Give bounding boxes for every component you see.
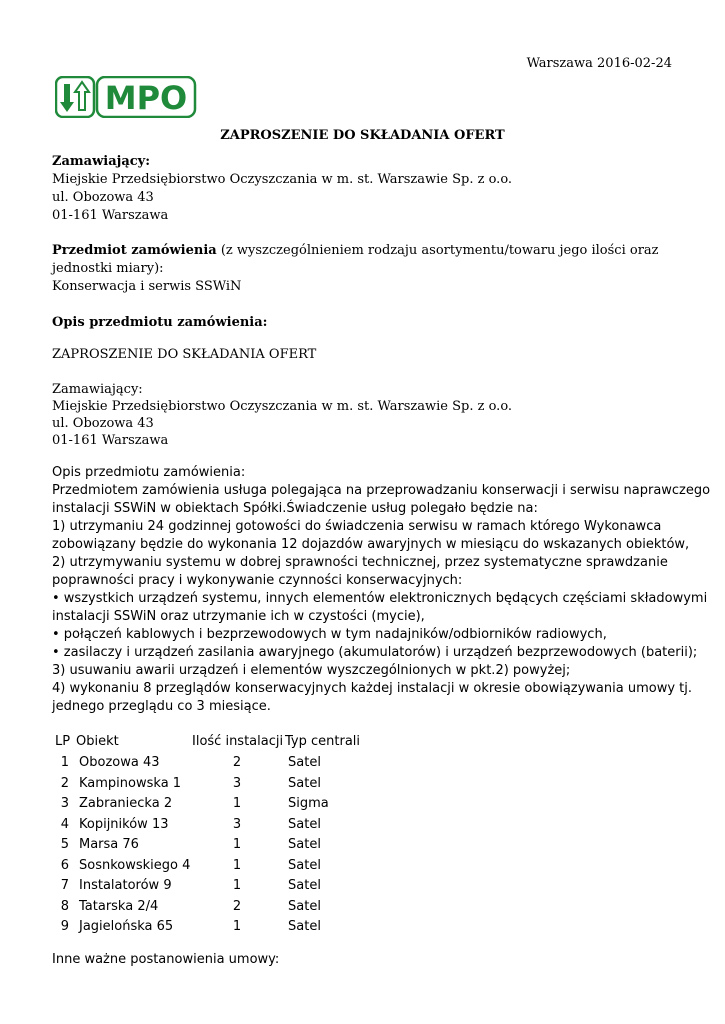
- cell-typ: Satel: [288, 919, 321, 934]
- cell-typ: Satel: [288, 898, 321, 914]
- opis-line: jednego przeglądu co 3 miesiące.: [52, 699, 271, 714]
- zamawiajacy-name: Miejskie Przedsiębiorstwo Oczyszczania w m. st. Warszawie Sp. z o.o.: [52, 172, 513, 187]
- przedmiot-label: Przedmiot zamówienia: [52, 243, 217, 258]
- cell-lp: 6: [60, 857, 69, 873]
- opis-line: • połączeń kablowych i bezprzewodowych w tym nadajników/odbiorników radiowych,: [52, 627, 607, 642]
- cell-obiekt: Kampinowska 1: [79, 775, 182, 791]
- opis-label: Opis przedmiotu zamówienia:: [52, 315, 268, 330]
- cell-lp: 1: [60, 755, 69, 770]
- opis-desc-label: Opis przedmiotu zamówienia:: [52, 465, 246, 480]
- opis-line: 4) wykonaniu 8 przeglądów konserwacyjnych każdej instalacji w okresie obowiązywania umowy tj.: [52, 681, 693, 696]
- cell-typ: Satel: [288, 857, 321, 873]
- cell-lp: 7: [60, 878, 69, 893]
- zamawiajacy-city: 01-161 Warszawa: [52, 208, 169, 223]
- opis-line: zobowiązany będzie do wykonania 12 dojazdów awaryjnych w miesiącu do wskazanych obiektów,: [52, 537, 690, 552]
- cell-ilosc: 3: [232, 816, 242, 832]
- cell-obiekt: Kopijników 13: [79, 816, 169, 832]
- cell-typ: Satel: [288, 837, 321, 852]
- cell-ilosc: 1: [232, 837, 242, 852]
- logo-text: MPO: [104, 79, 188, 117]
- cell-ilosc: 1: [232, 857, 242, 873]
- cell-typ: Satel: [288, 755, 321, 770]
- opis-zam-city: 01-161 Warszawa: [52, 433, 169, 448]
- cell-ilosc: 1: [232, 878, 242, 893]
- cell-typ: Satel: [288, 816, 321, 832]
- opis-line: 1) utrzymaniu 24 godzinnej gotowości do świadczenia serwisu w ramach którego Wykonawca: [52, 519, 662, 534]
- header-obiekt: Obiekt: [76, 734, 119, 749]
- cell-obiekt: Jagielońska 65: [79, 919, 174, 934]
- header-lp: LP: [55, 734, 71, 749]
- cell-obiekt: Tatarska 2/4: [79, 898, 159, 914]
- opis-line: instalacji SSWiN oraz utrzymanie ich w czystości (mycie),: [52, 609, 425, 624]
- cell-ilosc: 1: [232, 796, 242, 811]
- cell-lp: 2: [60, 775, 69, 791]
- przedmiot-desc-cont: jednostki miary):: [52, 261, 164, 276]
- cell-lp: 3: [60, 796, 69, 811]
- cell-ilosc: 1: [232, 919, 242, 934]
- cell-ilosc: 3: [232, 775, 242, 791]
- header-ilosc: Ilość instalacji: [192, 734, 284, 749]
- przedmiot-value: Konserwacja i serwis SSWiN: [52, 279, 242, 294]
- przedmiot-desc: (z wyszczególnieniem rodzaju asortymentu/towaru jego ilości oraz: [216, 243, 659, 258]
- opis-line: 3) usuwaniu awarii urządzeń i elementów wyszczególnionych w pkt.2) powyżej;: [52, 663, 571, 678]
- cell-obiekt: Marsa 76: [79, 837, 139, 852]
- header-typ: Typ centrali: [285, 734, 361, 749]
- document-date: Warszawa 2016-02-24: [526, 56, 672, 71]
- document-title: ZAPROSZENIE DO SKŁADANIA OFERT: [220, 128, 505, 143]
- cell-ilosc: 2: [232, 898, 242, 914]
- opis-line: instalacji SSWiN w obiektach Spółki.Świadczenie usług polegało będzie na:: [52, 501, 538, 516]
- opis-line: 2) utrzymywaniu systemu w dobrej sprawności technicznej, przez systematyczne sprawdzanie: [52, 555, 668, 570]
- opis-line: • wszystkich urządzeń systemu, innych elementów elektronicznych będących częściami składowymi: [52, 591, 708, 606]
- opis-zam-label: Zamawiający:: [52, 382, 143, 397]
- cell-ilosc: 2: [232, 755, 242, 770]
- cell-obiekt: Sosnkowskiego 4: [79, 857, 191, 873]
- cell-typ: Satel: [288, 775, 321, 791]
- cell-obiekt: Instalatorów 9: [79, 878, 172, 893]
- zamawiajacy-label: Zamawiający:: [52, 154, 151, 169]
- opis-zam-name: Miejskie Przedsiębiorstwo Oczyszczania w m. st. Warszawie Sp. z o.o.: [52, 399, 513, 414]
- cell-lp: 4: [60, 816, 69, 832]
- zamawiajacy-street: ul. Obozowa 43: [52, 190, 154, 205]
- mpo-logo: [55, 76, 197, 118]
- logo-graphic: [55, 76, 197, 118]
- cell-typ: Sigma: [288, 796, 329, 811]
- cell-obiekt: Zabraniecka 2: [79, 796, 173, 811]
- opis-line: poprawności pracy i wykonywanie czynności konserwacyjnych:: [52, 573, 463, 588]
- cell-obiekt: Obozowa 43: [79, 755, 160, 770]
- opis-title: ZAPROSZENIE DO SKŁADANIA OFERT: [52, 347, 317, 362]
- opis-line: • zasilaczy i urządzeń zasilania awaryjnego (akumulatorów) i urządzeń bezprzewodowych (baterii);: [52, 645, 698, 660]
- cell-lp: 8: [60, 898, 69, 914]
- cell-lp: 9: [60, 919, 69, 934]
- przedmiot-line: [52, 242, 659, 260]
- cell-lp: 5: [60, 837, 69, 852]
- opis-line: Przedmiotem zamówienia usługa polegająca na przeprowadzaniu konserwacji i serwisu naprawczego: [52, 483, 711, 498]
- footer-text: Inne ważne postanowienia umowy:: [52, 952, 280, 967]
- cell-typ: Satel: [288, 878, 321, 893]
- opis-zam-street: ul. Obozowa 43: [52, 416, 154, 431]
